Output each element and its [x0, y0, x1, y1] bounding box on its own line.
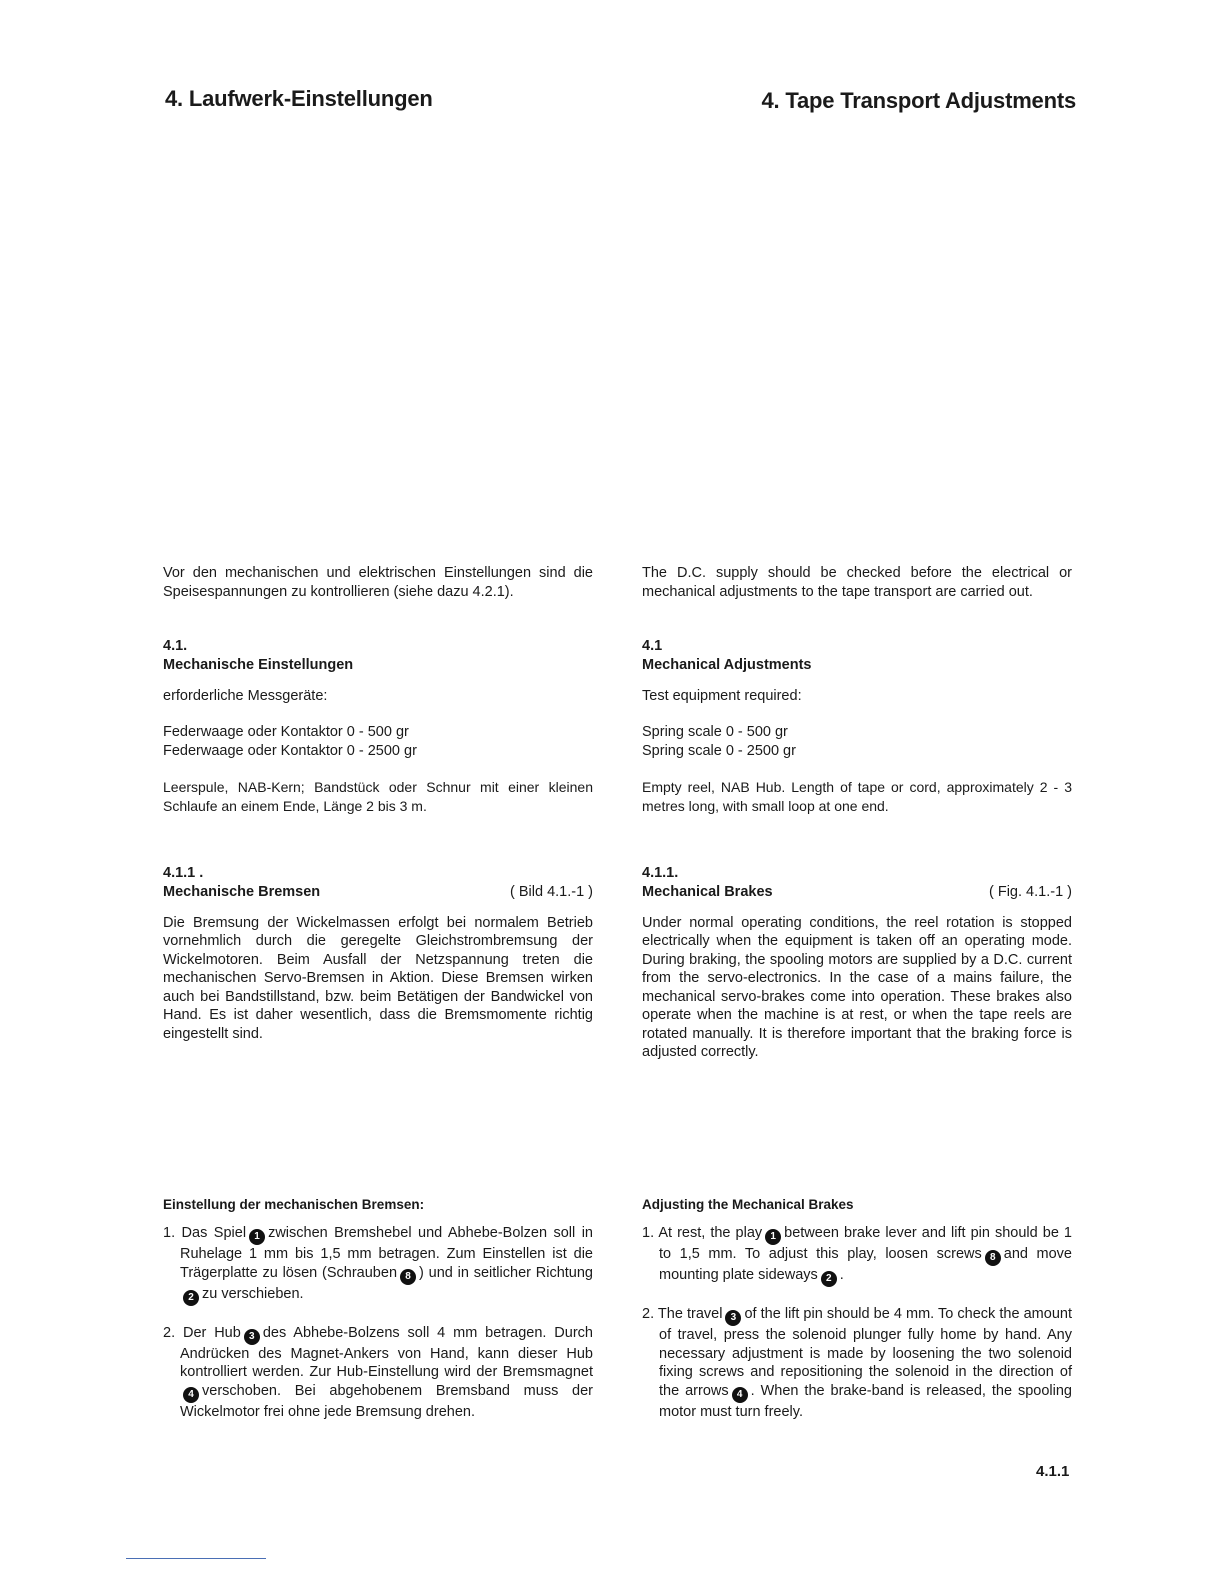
adjusting-step: 1. Das Spiel 1 zwischen Bremshebel und Abhebe-Bolzen soll in Ruhelage 1 mm bis 1,5 mm betragen. Zum Einstellen ist die Trägerplatte zu lösen (Schrauben 8 ) und in seitlicher Richtung2 zu verschieben.	[163, 1224, 593, 1306]
callout-3-icon: 3	[725, 1310, 741, 1326]
callout-2-icon: 2	[821, 1271, 837, 1287]
adjusting-step: 2. The travel 3 of the lift pin should be 4 mm. To check the amount of travel, press the solenoid plunger fully home by hand. Any necessary adjustment is made by loosening the two solenoid fixing screws and repositioning the solenoid in the direction of the arrows 4 . When the brake-band is released, the spooling motor must turn freely.	[642, 1306, 1072, 1420]
page-title-english: 4. Tape Transport Adjustments	[761, 88, 1076, 113]
callout-8-icon: 8	[400, 1269, 416, 1285]
adjusting-heading: Adjusting the Mechanical Brakes	[642, 1197, 854, 1212]
section-number: 4.1.1 .	[163, 865, 204, 881]
brakes-description: Die Bremsung der Wickelmassen erfolgt bei normalem Betrieb vornehmlich durch die geregelte Gleichstrombremsung der Wickelmotoren. Beim Ausfall der Netzspannung treten die mechanischen Servo-Bremsen in Aktion. Diese Bremsen wirken auch bei Bandstillstand, bzw. beim Betätigen der Bandwickel von Hand. Es ist daher wesentlich, dass die Bremsmomente richtig eingestellt sind.	[163, 914, 593, 1042]
callout-3-icon: 3	[244, 1329, 260, 1345]
figure-reference: ( Bild 4.1.-1 )	[510, 883, 593, 900]
equipment-item: Spring scale 0 - 500 gr	[642, 724, 788, 740]
adjusting-german	[163, 1197, 593, 1439]
adjusting-step: 2. Der Hub 3 des Abhebe-Bolzens soll 4 mm betragen. Durch Andrücken des Magnet-Ankers von Hand, kann dieser Hub kontrolliert werden. Zur Hub-Einstellung wird der Bremsmagnet4 verschoben. Bei abgehobenem Bremsband muss der Wickelmotor frei ohne jede Bremsung drehen.	[163, 1324, 593, 1420]
equipment-item: Spring scale 0 - 2500 gr	[642, 742, 796, 759]
section-heading: Mechanical Brakes ( Fig. 4.1.-1 )	[642, 883, 1072, 900]
equipment-item: Federwaage oder Kontaktor 0 - 500 gr	[163, 724, 409, 740]
footer-link-rule	[126, 1558, 266, 1559]
section-number: 4.1.	[163, 638, 188, 654]
page-title-german: 4. Laufwerk-Einstellungen	[165, 86, 433, 111]
intro-english: The D.C. supply should be checked before the electrical or mechanical adjustments to the tape transport are carried out.	[642, 565, 1072, 600]
callout-1-icon: 1	[765, 1229, 781, 1245]
callout-1-icon: 1	[249, 1229, 265, 1245]
adjusting-english	[642, 1197, 1072, 1439]
section-number: 4.1	[642, 638, 663, 654]
adjusting-heading: Einstellung der mechanischen Bremsen:	[163, 1197, 425, 1212]
section-heading: Mechanische Einstellungen	[163, 656, 354, 673]
adjusting-steps	[163, 1224, 593, 1421]
callout-8-icon: 8	[985, 1250, 1001, 1266]
equipment-required-label: Test equipment required:	[642, 687, 802, 704]
equipment-item: Federwaage oder Kontaktor 0 - 2500 gr	[163, 742, 417, 759]
reel-note: Leerspule, NAB-Kern; Bandstück oder Schnur mit einer kleinen Schlaufe an einem Ende, Länge 2 bis 3 m.	[163, 779, 593, 814]
callout-4-icon: 4	[732, 1387, 748, 1403]
adjusting-step: 1. At rest, the play 1 between brake lever and lift pin should be 1 to 1,5 mm. To adjust this play, loosen screws 8 and move mounting plate sideways 2 .	[642, 1224, 1072, 1287]
section-4-1-1-english	[642, 864, 1072, 1062]
adjusting-steps	[642, 1224, 1072, 1421]
section-4-1-1-german	[163, 864, 593, 1043]
callout-4-icon: 4	[183, 1387, 199, 1403]
reel-note: Empty reel, NAB Hub. Length of tape or cord, approximately 2 - 3 metres long, with small loop at one end.	[642, 779, 1072, 814]
section-heading: Mechanische Bremsen ( Bild 4.1.-1 )	[163, 883, 593, 900]
brakes-description: Under normal operating conditions, the reel rotation is stopped electrically when the equipment is taken off an operating mode. During braking, the spooling motors are supplied by a D.C. current from the servo-electronics. In the case of a mains failure, the mechanical servo-brakes come into operation. These brakes also operate when the machine is at rest, or when the tape reels are rotated manually. It is therefore important that the braking force is adjusted correctly.	[642, 914, 1072, 1060]
page-number: 4.1.1	[1036, 1463, 1070, 1480]
section-number: 4.1.1.	[642, 865, 679, 881]
section-4-1-english	[642, 637, 1072, 815]
intro-german: Vor den mechanischen und elektrischen Einstellungen sind die Speisespannungen zu kontrollieren (siehe dazu 4.2.1).	[163, 565, 593, 600]
callout-2-icon: 2	[183, 1290, 199, 1306]
equipment-required-label: erforderliche Messgeräte:	[163, 687, 328, 704]
section-heading: Mechanical Adjustments	[642, 656, 812, 673]
figure-reference: ( Fig. 4.1.-1 )	[989, 883, 1072, 900]
section-4-1-german	[163, 637, 593, 815]
